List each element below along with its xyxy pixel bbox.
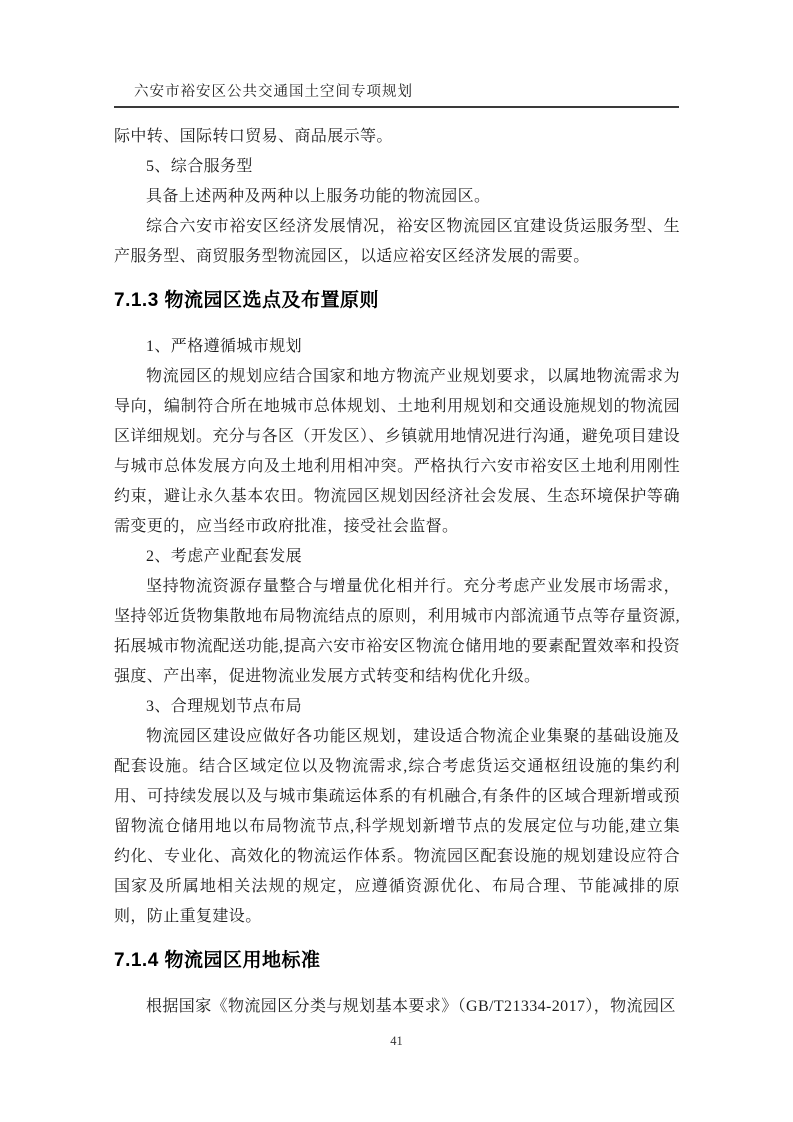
page-footer xyxy=(0,1032,793,1050)
paragraph: 综合六安市裕安区经济发展情况，裕安区物流园区宜建设货运服务型、生产服务型、商贸服务型物流园区，以适应裕安区经济发展的需要。 xyxy=(114,218,680,265)
section-heading-7-1-3: 7.1.3 物流园区选点及布置原则 xyxy=(114,290,380,311)
list-item-3: 3、合理规划节点布局 xyxy=(146,698,303,715)
paragraph: 根据国家《物流园区分类与规划基本要求》（GB/T21334-2017），物流园区 xyxy=(146,998,676,1015)
list-item-1: 1、严格遵循城市规划 xyxy=(146,338,303,355)
list-item-2: 2、考虑产业配套发展 xyxy=(146,548,303,565)
paragraph-continuation: 际中转、国际转口贸易、商品展示等。 xyxy=(114,128,393,145)
paragraph: 坚持物流资源存量整合与增量优化相并行。充分考虑产业发展市场需求，坚持邻近货物集散地布局物流结点的原则，利用城市内部流通节点等存量资源,拓展城市物流配送功能,提高六安市裕安区物流仓储用地的要素配置效率和投资强度、产出率，促进物流业发展方式转变和结构优化升级。 xyxy=(114,578,680,685)
section-heading-7-1-4: 7.1.4 物流园区用地标准 xyxy=(114,950,321,971)
paragraph: 物流园区建设应做好各功能区规划，建设适合物流企业集聚的基础设施及配套设施。结合区域定位以及物流需求,综合考虑货运交通枢纽设施的集约利用、可持续发展以及与城市集疏运体系的有机融合,有条件的区域合理新增或预留物流仓储用地以布局物流节点,科学规划新增节点的发展定位与功能,建立集约化、专业化、高效化的物流运作体系。物流园区配套设施的规划建设应符合国家及所属地相关法规的规定，应遵循资源优化、布局合理、节能减排的原则，防止重复建设。 xyxy=(114,728,680,925)
header-title: 六安市裕安区公共交通国土空间专项规划 xyxy=(134,84,413,100)
page-header xyxy=(114,80,679,108)
list-item-5: 5、综合服务型 xyxy=(146,158,253,175)
paragraph: 具备上述两种及两种以上服务功能的物流园区。 xyxy=(146,188,491,205)
document-body xyxy=(114,122,680,1022)
page-number: 41 xyxy=(390,1034,403,1048)
paragraph: 物流园区的规划应结合国家和地方物流产业规划要求，以属地物流需求为导向，编制符合所在地城市总体规划、土地利用规划和交通设施规划的物流园区详细规划。充分与各区（开发区）、乡镇就用地情况进行沟通，避免项目建设与城市总体发展方向及土地利用相冲突。严格执行六安市裕安区土地利用刚性约束，避让永久基本农田。物流园区规划因经济社会发展、生态环境保护等确需变更的，应当经市政府批准，接受社会监督。 xyxy=(114,368,681,535)
